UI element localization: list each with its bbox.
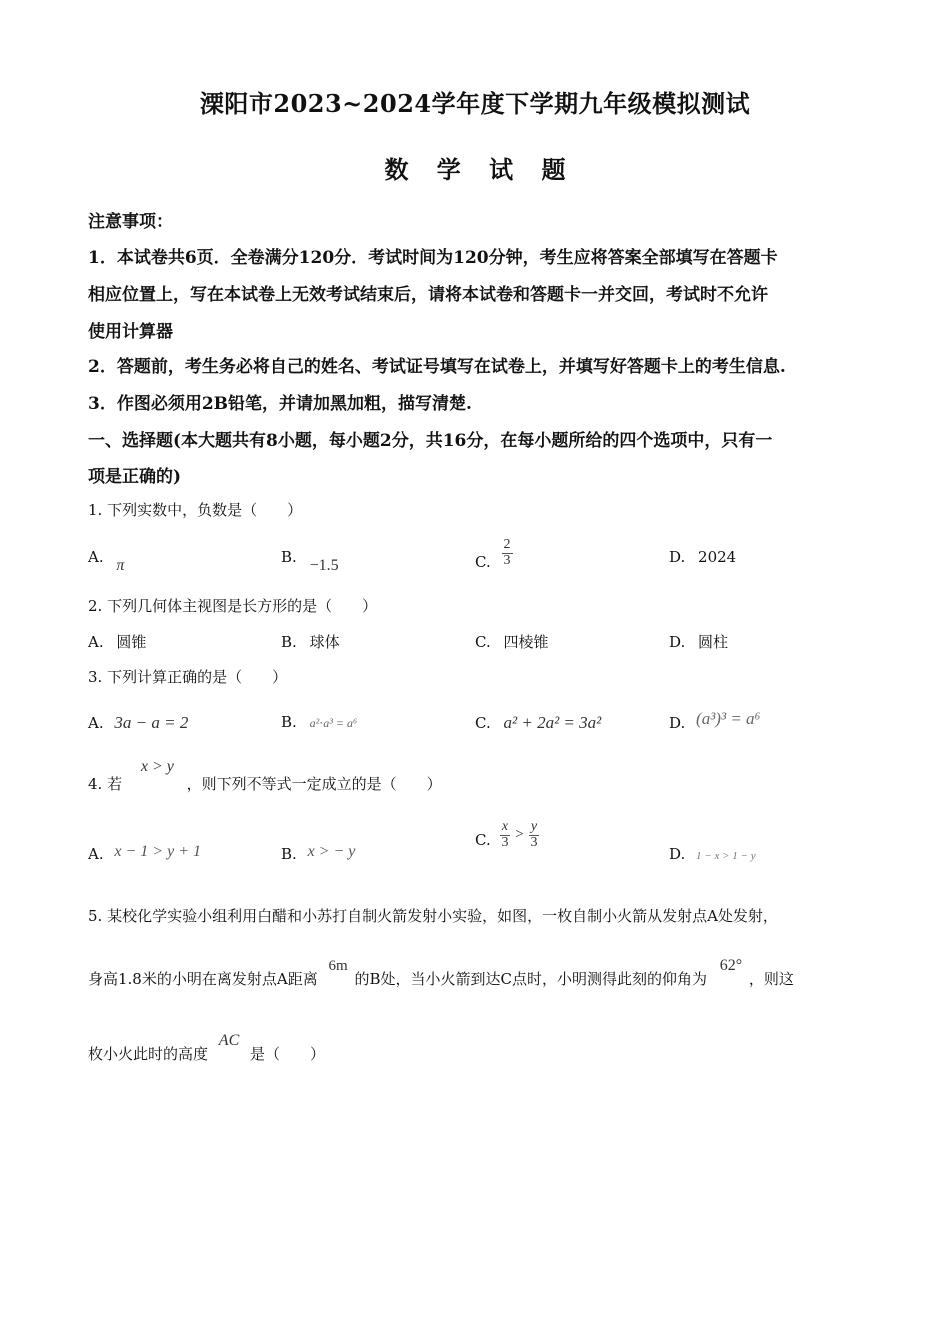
q5-line-2-part-c: ，则这 [748, 970, 794, 988]
q3-value-a: 3a − a = 2 [114, 713, 189, 732]
q4-fraction-right [529, 820, 540, 850]
q1-stem: 1. 下列实数中，负数是（ ） [88, 501, 303, 519]
q4-value-d: 1 − x > 1 − y [696, 850, 756, 862]
notice-line-4: 2．答题前，考生务必将自己的姓名、考试证号填写在试卷上，并填写好答题卡上的考生信息. [88, 357, 786, 377]
q4-label-b: B. [281, 845, 297, 863]
q2-label-d: D. [669, 633, 686, 651]
q2-value-c: 四棱锥 [503, 633, 549, 651]
q1-value-b: −1.5 [309, 557, 339, 574]
q5-angle: 62° [719, 957, 743, 974]
q2-option-a [88, 631, 146, 652]
q2-option-d [669, 631, 728, 652]
q3-label-c: C. [475, 714, 491, 732]
q1-value-a: π [116, 557, 125, 574]
q4-condition: x > y [140, 758, 174, 775]
q4-option-d [669, 845, 756, 863]
q1-value-d: 2024 [698, 548, 737, 566]
notice-line-2: 相应位置上，写在本试卷上无效考试结束后，请将本试卷和答题卡一并交回，考试时不允许 [88, 285, 768, 305]
section-heading-line-1: 一、选择题(本大题共有8小题，每小题2分，共16分，在每小题所给的四个选项中，只有一 [88, 431, 773, 451]
q1-label-a: A. [88, 548, 104, 566]
q1-label-d: D. [669, 548, 686, 566]
notice-line-1: 1．本试卷共6页．全卷满分120分．考试时间为120分钟，考生应将答案全部填写在答题卡 [88, 248, 778, 268]
notice-line-3: 使用计算器 [88, 322, 173, 342]
q4-option-a [88, 845, 201, 864]
q2-option-b [281, 631, 340, 652]
q3-value-b: a²⋅a³ = a⁶ [309, 716, 358, 730]
q2-value-b: 球体 [309, 633, 340, 651]
q5-segment: AC [218, 1032, 240, 1049]
q2-option-c [475, 631, 549, 652]
exam-subtitle: 数 学 试 题 [384, 155, 566, 184]
q5-line-2-part-b: 的B处，当小火箭到达C点时，小明测得此刻的仰角为 [354, 970, 707, 988]
q4-label-d: D. [669, 845, 686, 863]
q4-fraction-left [500, 820, 511, 850]
q4-fraction-left-numerator: x [501, 819, 509, 834]
q3-label-a: A. [88, 714, 104, 732]
q3-value-c: a² + 2a² = 3a² [503, 713, 602, 732]
q4-label-a: A. [88, 845, 104, 863]
q4-label-c: C. [475, 831, 491, 850]
q5-line-3-part-b: 是（ ） [250, 1045, 326, 1063]
notice-heading: 注意事项： [88, 212, 173, 232]
q1-fraction-denominator: 3 [503, 552, 511, 568]
q2-value-d: 圆柱 [698, 633, 729, 651]
q5-line-2-part-a: 身高1.8米的小明在离发射点A距离 [88, 970, 318, 988]
q3-label-b: B. [281, 713, 297, 731]
q4-fraction-right-numerator: y [530, 819, 538, 834]
exam-title: 溧阳市2023~2024学年度下学期九年级模拟测试 [199, 89, 751, 118]
q2-value-a: 圆锥 [116, 633, 147, 651]
q2-label-b: B. [281, 633, 297, 651]
q1-option-b [281, 548, 339, 574]
q1-option-c [475, 537, 513, 572]
q4-option-b [281, 845, 355, 864]
q4-stem-suffix: ，则下列不等式一定成立的是（ ） [186, 775, 442, 793]
q4-stem-prefix: 4. 若 [88, 775, 123, 793]
q4-value-b: x > − y [307, 843, 356, 860]
q5-line-3 [88, 1032, 326, 1064]
q4-option-c [475, 820, 540, 850]
q3-label-d: D. [669, 714, 686, 732]
notice-line-5: 3．作图必须用2B铅笔，并请加黑加粗，描写清楚. [88, 394, 472, 414]
q1-label-c: C. [475, 553, 491, 572]
q3-option-a [88, 713, 188, 733]
q4-stem [88, 758, 442, 794]
q3-stem: 3. 下列计算正确的是（ ） [88, 668, 288, 686]
q2-stem: 2. 下列几何体主视图是长方形的是（ ） [88, 597, 378, 615]
q4-greater-than: > [515, 826, 524, 843]
q4-value-a: x − 1 > y + 1 [114, 843, 201, 860]
q1-fraction-c [502, 538, 513, 568]
q1-label-b: B. [281, 548, 297, 566]
q3-option-b [281, 713, 357, 731]
q5-distance: 6m [328, 958, 348, 974]
q5-line-3-part-a: 枚小火此时的高度 [88, 1045, 209, 1063]
section-heading-line-2: 项是正确的) [88, 467, 182, 487]
q3-value-d: (a³)³ = a⁶ [696, 709, 761, 728]
q3-option-d [669, 709, 761, 732]
q5-line-1: 5. 某校化学实验小组利用白醋和小苏打自制火箭发射小实验，如图，一枚自制小火箭从发射点A处发射， [88, 907, 778, 925]
q1-fraction-numerator: 2 [503, 537, 511, 552]
q2-label-a: A. [88, 633, 104, 651]
q3-option-c [475, 713, 601, 733]
q4-fraction-left-denominator: 3 [501, 834, 509, 850]
q2-label-c: C. [475, 633, 491, 651]
q4-fraction-right-denominator: 3 [530, 834, 538, 850]
q1-option-d [669, 548, 736, 566]
q1-option-a [88, 548, 125, 574]
q5-line-2 [88, 957, 794, 989]
